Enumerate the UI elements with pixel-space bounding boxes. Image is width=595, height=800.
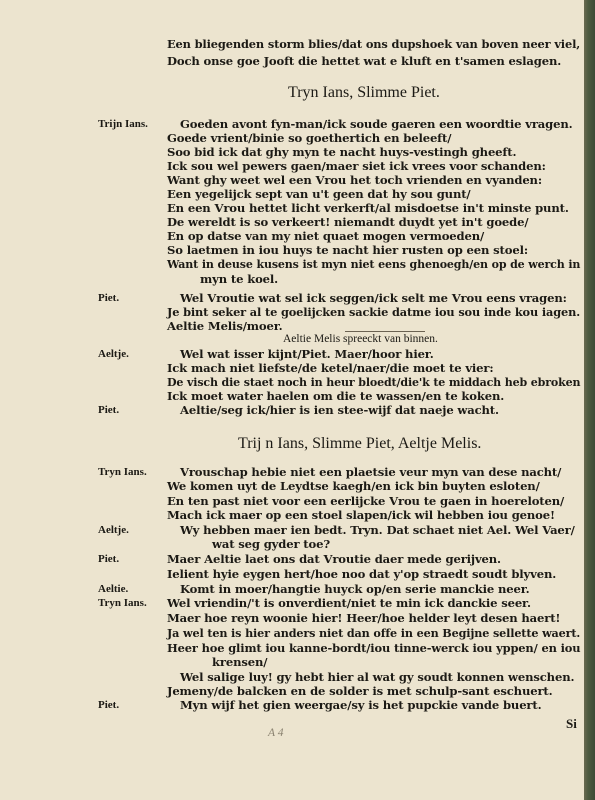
speaker-label: Aeltje. — [98, 524, 129, 536]
text-line: Want in deuse kusens ist myn niet eens ghenoegh/en op de werch in — [167, 257, 581, 271]
text-line: Wel Vroutie wat sel ick seggen/ick selt me Vrou eens vragen: — [180, 291, 567, 305]
text-line: Ick moet water haelen om die te wassen/en te koken. — [167, 389, 505, 403]
stage-direction: Aeltie Melis spreeckt van binnen. — [283, 333, 438, 345]
text-line: Ick mach niet liefste/de ketel/naer/die moet te vier: — [167, 361, 494, 375]
speaker-label: Aeltie. — [98, 583, 129, 595]
speaker-label: Piet. — [98, 292, 120, 304]
text-line: Soo bid ick dat ghy myn te nacht huys-vestingh gheeft. — [167, 145, 517, 159]
text-line: Wel wat isser kijnt/Piet. Maer/hoor hier. — [180, 347, 434, 361]
text-line: En ten past niet voor een eerlijcke Vrou te gaen in hoereloten/ — [167, 494, 565, 508]
text-line: So laetmen in iou huys te nacht hier rusten op een stoel: — [167, 243, 528, 257]
text-line: Wy hebben maer ien bedt. Tryn. Dat schaet niet Ael. Wel Vaer/ — [180, 523, 575, 537]
text-line: Goeden avont fyn-man/ick soude gaeren een woordtie vragen. — [180, 117, 573, 131]
divider — [345, 331, 425, 332]
text-line: De visch die staet noch in heur bloedt/die'k te middach heb ebroken — [167, 375, 581, 389]
book-edge — [584, 0, 595, 800]
text-line: Wel salige luy! gy hebt hier al wat gy soudt konnen wenschen. — [180, 670, 575, 684]
text-line: Goede vrient/binie so goethertich en beleeft/ — [167, 131, 452, 145]
text-line: Ielient hyie eygen hert/hoe noo dat y'op straedt soudt blyven. — [167, 567, 557, 581]
text-line: Vrouschap hebie niet een plaetsie veur myn van dese nacht/ — [180, 465, 562, 479]
text-line: Een yegelijck sept van u't geen dat hy sou gunt/ — [167, 187, 471, 201]
text-line: En op datse van my niet quaet mogen vermoeden/ — [167, 229, 485, 243]
text-line: Doch onse goe Jooft die hettet wat e kluft en t'samen eslagen. — [167, 54, 562, 68]
text-line: krensen/ — [212, 655, 268, 669]
text-line: We komen uyt de Leydtse kaegh/en ick bin buyten esloten/ — [167, 479, 540, 493]
text-line: myn te koel. — [200, 272, 279, 286]
catchword: Si — [566, 716, 577, 731]
text-line: En een Vrou hettet licht verkerft/al misdoetse in't minste punt. — [167, 201, 569, 215]
text-line: Je bint seker al te goelijcken sackie datme iou sou inde kou iagen. — [167, 305, 581, 319]
text-line: Ick sou wel pewers gaen/maer siet ick vrees voor schanden: — [167, 159, 546, 173]
speaker-label: Aeltje. — [98, 348, 129, 360]
text-line: wat seg gyder toe? — [212, 537, 330, 551]
text-line: Want ghy weet wel een Vrou het toch vrienden en vyanden: — [167, 173, 542, 187]
speaker-label: Tryn Ians. — [98, 466, 147, 478]
scene-heading: Trij n Ians, Slimme Piet, Aeltje Melis. — [238, 435, 482, 452]
text-line: Heer hoe glimt iou kanne-bordt/iou tinne-werck iou yppen/ en iou — [167, 641, 581, 655]
text-line: De wereldt is so verkeert! niemandt duydt yet in't goede/ — [167, 215, 529, 229]
speaker-label: Piet. — [98, 553, 120, 565]
text-line: Wel vriendin/'t is onverdient/niet te min ick danckie seer. — [167, 596, 531, 610]
text-line: Aeltie/seg ick/hier is ien stee-wijf dat naeje wacht. — [180, 403, 499, 417]
scene-heading: Tryn Ians, Slimme Piet. — [288, 84, 440, 101]
text-line: Maer Aeltie laet ons dat Vroutie daer mede gerijven. — [167, 552, 501, 566]
speaker-label: Piet. — [98, 699, 120, 711]
speaker-label: Tryn Ians. — [98, 597, 147, 609]
speaker-label: Piet. — [98, 404, 120, 416]
text-line: Mach ick maer op een stoel slapen/ick wil hebben iou genoe! — [167, 508, 555, 522]
text-line: Aeltie Melis/moer. — [167, 319, 283, 333]
signature-mark: A 4 — [268, 727, 284, 739]
text-line: Een bliegenden storm blies/dat ons dupshoek van boven neer viel, — [167, 37, 581, 51]
speaker-label: Trijn Ians. — [98, 118, 148, 130]
text-line: Ja wel ten is hier anders niet dan offe in een Begijne sellette waert. — [167, 626, 581, 640]
text-line: Myn wijf het gien weergae/sy is het pupckie vande buert. — [180, 698, 542, 712]
text-line: Komt in moer/hangtie huyck op/en serie manckie neer. — [180, 582, 530, 596]
text-line: Maer hoe reyn woonie hier! Heer/hoe helder leyt desen haert! — [167, 611, 561, 625]
text-line: Jemeny/de balcken en de solder is met schulp-sant eschuert. — [167, 684, 553, 698]
